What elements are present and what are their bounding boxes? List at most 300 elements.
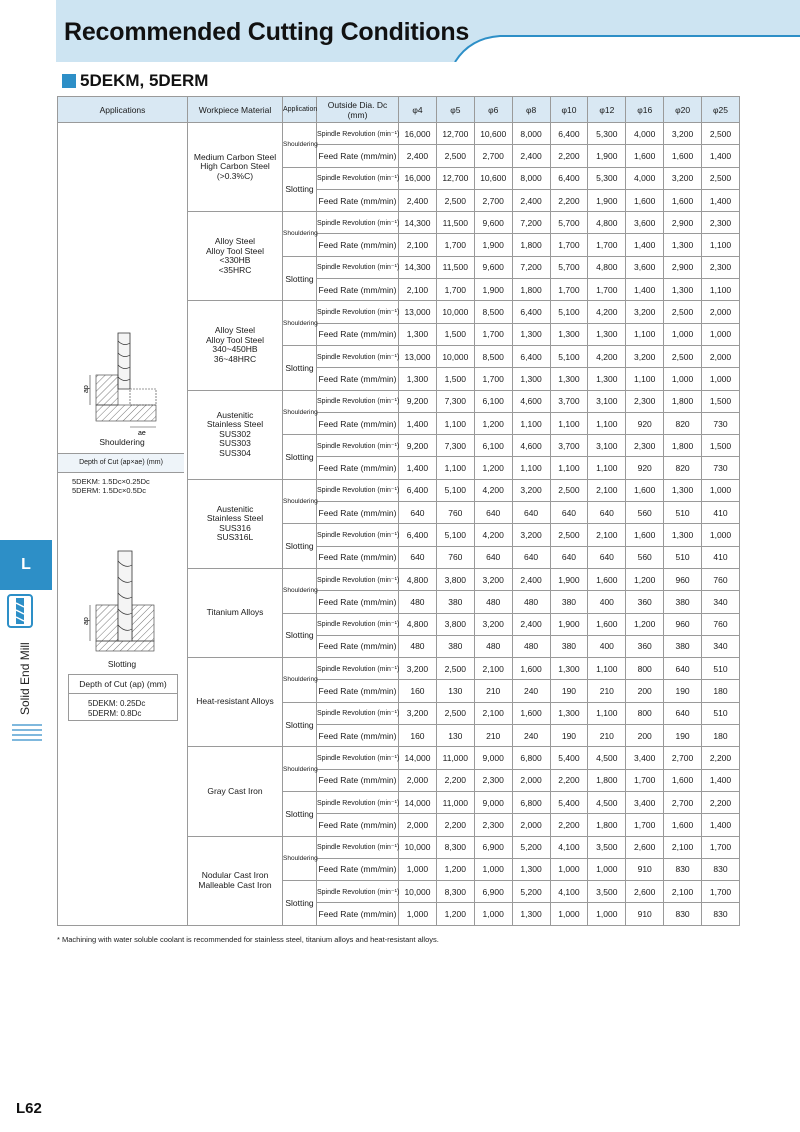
feed-value: 830	[664, 903, 702, 925]
feed-value: 1,500	[436, 368, 474, 390]
feed-value: 1,000	[474, 858, 512, 880]
revolution-value: 1,000	[702, 479, 740, 501]
feed-value: 1,000	[702, 368, 740, 390]
feed-value: 1,000	[399, 903, 437, 925]
cutting-conditions-table	[57, 96, 740, 926]
feed-value: 160	[399, 725, 437, 747]
revolution-value: 1,600	[588, 613, 626, 635]
slotting-label: Slotting	[283, 702, 317, 747]
feed-value: 820	[664, 412, 702, 434]
revolution-value: 8,000	[512, 167, 550, 189]
revolution-value: 11,500	[436, 256, 474, 278]
revolution-value: 1,200	[626, 568, 664, 590]
feed-value: 1,100	[588, 457, 626, 479]
revolution-value: 14,000	[399, 747, 437, 769]
material-cell	[188, 212, 283, 301]
header-workpiece: Workpiece Material	[188, 97, 283, 123]
feed-value: 190	[664, 725, 702, 747]
feed-value: 640	[512, 546, 550, 568]
shouldering-caption: Shouldering	[99, 437, 145, 447]
revolution-value: 3,200	[399, 658, 437, 680]
material-name-line: Austenitic	[216, 503, 254, 514]
revolution-value: 1,100	[588, 658, 626, 680]
revolution-value: 2,500	[436, 658, 474, 680]
material-name-line: Medium Carbon Steel	[193, 151, 277, 162]
feed-value: 640	[399, 502, 437, 524]
revolution-value: 2,200	[702, 747, 740, 769]
material-cell	[188, 301, 283, 390]
revolution-value: 7,200	[512, 256, 550, 278]
feed-value: 2,200	[550, 769, 588, 791]
slotting-label: Slotting	[283, 435, 317, 480]
feed-value: 1,300	[512, 903, 550, 925]
spindle-revolution-label: Spindle Revolution (min⁻¹)	[317, 836, 399, 858]
spindle-revolution-label: Spindle Revolution (min⁻¹)	[317, 123, 399, 145]
revolution-value: 4,200	[474, 479, 512, 501]
spindle-revolution-label: Spindle Revolution (min⁻¹)	[317, 390, 399, 412]
feed-value: 190	[664, 680, 702, 702]
revolution-value: 1,800	[664, 390, 702, 412]
slotting-caption: Slotting	[107, 659, 137, 669]
material-name-line: Titanium Alloys	[206, 607, 264, 618]
material-name-line: SUS316L	[216, 532, 254, 543]
feed-value: 1,300	[399, 368, 437, 390]
feed-value: 1,000	[588, 903, 626, 925]
feed-value: 1,300	[550, 368, 588, 390]
revolution-value: 9,000	[474, 791, 512, 813]
feed-value: 2,700	[474, 189, 512, 211]
shouldering-label: Shouldering	[283, 747, 317, 792]
feed-value: 2,700	[474, 145, 512, 167]
feed-value: 1,400	[702, 189, 740, 211]
revolution-value: 2,500	[550, 479, 588, 501]
revolution-value: 11,000	[436, 747, 474, 769]
slot-ap-label: ap	[83, 617, 90, 625]
feed-value: 480	[399, 635, 437, 657]
header-size: φ5	[436, 97, 474, 123]
revolution-value: 1,600	[626, 524, 664, 546]
footnote: * Machining with water soluble coolant is recommended for stainless steel, titanium alloys and heat-resistant alloys.	[57, 935, 439, 944]
feed-value: 510	[664, 502, 702, 524]
material-name-line: Heat-resistant Alloys	[196, 696, 274, 707]
feed-value: 380	[436, 591, 474, 613]
material-cell	[188, 123, 283, 212]
feed-value: 1,600	[664, 145, 702, 167]
feed-value: 360	[626, 635, 664, 657]
feed-value: 1,100	[550, 457, 588, 479]
material-name-line: SUS303	[219, 438, 251, 449]
revolution-value: 5,400	[550, 747, 588, 769]
revolution-value: 3,600	[626, 256, 664, 278]
feed-value: 380	[436, 635, 474, 657]
revolution-value: 640	[664, 658, 702, 680]
feed-value: 1,900	[474, 234, 512, 256]
revolution-value: 5,100	[436, 524, 474, 546]
revolution-value: 510	[702, 658, 740, 680]
feed-value: 1,100	[626, 368, 664, 390]
material-name-line: SUS302	[219, 428, 251, 439]
revolution-value: 9,200	[399, 390, 437, 412]
feed-value: 1,000	[664, 368, 702, 390]
feed-value: 210	[474, 680, 512, 702]
feed-value: 1,600	[626, 145, 664, 167]
spindle-revolution-label: Spindle Revolution (min⁻¹)	[317, 702, 399, 724]
revolution-value: 1,300	[664, 524, 702, 546]
revolution-value: 10,600	[474, 167, 512, 189]
feed-value: 1,700	[436, 234, 474, 256]
feed-value: 1,300	[512, 858, 550, 880]
spindle-revolution-label: Spindle Revolution (min⁻¹)	[317, 345, 399, 367]
feed-rate-label: Feed Rate (mm/min)	[317, 234, 399, 256]
revolution-value: 10,000	[436, 345, 474, 367]
revolution-value: 16,000	[399, 167, 437, 189]
feed-value: 1,700	[550, 279, 588, 301]
header-size: φ8	[512, 97, 550, 123]
revolution-value: 4,500	[588, 791, 626, 813]
feed-value: 2,200	[550, 814, 588, 836]
feed-value: 1,000	[702, 323, 740, 345]
feed-value: 2,200	[550, 145, 588, 167]
spindle-revolution-label: Spindle Revolution (min⁻¹)	[317, 658, 399, 680]
revolution-value: 1,700	[702, 836, 740, 858]
revolution-value: 3,800	[436, 613, 474, 635]
ae-label: ae	[138, 430, 146, 437]
material-cell	[188, 658, 283, 747]
revolution-value: 800	[626, 702, 664, 724]
feed-value: 1,000	[550, 858, 588, 880]
feed-rate-label: Feed Rate (mm/min)	[317, 591, 399, 613]
slotting-label: Slotting	[283, 167, 317, 212]
feed-value: 560	[626, 546, 664, 568]
revolution-value: 1,600	[588, 568, 626, 590]
header-applications: Applications	[58, 97, 188, 123]
feed-value: 410	[702, 502, 740, 524]
feed-value: 2,100	[399, 234, 437, 256]
revolution-value: 6,400	[550, 123, 588, 145]
revolution-value: 14,300	[399, 212, 437, 234]
revolution-value: 2,500	[664, 301, 702, 323]
revolution-value: 2,500	[702, 123, 740, 145]
revolution-value: 2,700	[664, 791, 702, 813]
feed-rate-label: Feed Rate (mm/min)	[317, 323, 399, 345]
revolution-value: 2,200	[702, 791, 740, 813]
feed-rate-label: Feed Rate (mm/min)	[317, 814, 399, 836]
feed-value: 2,200	[550, 189, 588, 211]
revolution-value: 14,300	[399, 256, 437, 278]
feed-value: 1,400	[399, 412, 437, 434]
revolution-value: 2,400	[512, 613, 550, 635]
material-name-line: Malleable Cast Iron	[198, 879, 272, 890]
feed-rate-label: Feed Rate (mm/min)	[317, 502, 399, 524]
revolution-value: 2,900	[664, 256, 702, 278]
revolution-value: 760	[702, 568, 740, 590]
revolution-value: 6,900	[474, 836, 512, 858]
feed-value: 1,100	[702, 279, 740, 301]
revolution-value: 4,100	[550, 836, 588, 858]
revolution-value: 4,800	[399, 613, 437, 635]
revolution-value: 5,700	[550, 256, 588, 278]
revolution-value: 2,500	[436, 702, 474, 724]
feed-value: 2,000	[512, 814, 550, 836]
revolution-value: 3,800	[436, 568, 474, 590]
revolution-value: 3,200	[664, 123, 702, 145]
feed-rate-label: Feed Rate (mm/min)	[317, 279, 399, 301]
revolution-value: 510	[702, 702, 740, 724]
revolution-value: 4,800	[588, 212, 626, 234]
feed-value: 1,700	[474, 323, 512, 345]
revolution-value: 3,100	[588, 435, 626, 457]
slotting-label: Slotting	[283, 791, 317, 836]
revolution-value: 8,500	[474, 345, 512, 367]
material-name-line: Austenitic	[216, 409, 254, 420]
shouldering-label: Shouldering	[283, 479, 317, 524]
revolution-value: 2,100	[664, 836, 702, 858]
revolution-value: 5,100	[550, 301, 588, 323]
revolution-value: 1,200	[626, 613, 664, 635]
feed-rate-label: Feed Rate (mm/min)	[317, 858, 399, 880]
feed-value: 730	[702, 412, 740, 434]
feed-value: 2,200	[436, 769, 474, 791]
revolution-value: 6,800	[512, 747, 550, 769]
revolution-value: 960	[664, 613, 702, 635]
material-cell	[188, 747, 283, 836]
feed-value: 640	[588, 502, 626, 524]
feed-value: 380	[664, 591, 702, 613]
feed-value: 1,100	[550, 412, 588, 434]
revolution-value: 1,500	[702, 435, 740, 457]
revolution-value: 5,100	[436, 479, 474, 501]
feed-value: 1,700	[588, 279, 626, 301]
revolution-value: 2,300	[702, 256, 740, 278]
feed-value: 1,100	[512, 457, 550, 479]
feed-value: 340	[702, 591, 740, 613]
material-name-line: Gray Cast Iron	[207, 785, 263, 796]
feed-rate-label: Feed Rate (mm/min)	[317, 635, 399, 657]
feed-value: 1,800	[512, 234, 550, 256]
revolution-value: 14,000	[399, 791, 437, 813]
feed-value: 2,400	[399, 189, 437, 211]
revolution-value: 4,000	[626, 167, 664, 189]
feed-value: 1,700	[550, 234, 588, 256]
feed-value: 190	[550, 725, 588, 747]
feed-value: 1,100	[626, 323, 664, 345]
material-name-line: Nodular Cast Iron	[201, 870, 269, 881]
revolution-value: 4,600	[512, 390, 550, 412]
revolution-value: 6,900	[474, 881, 512, 903]
revolution-value: 10,000	[436, 301, 474, 323]
revolution-value: 760	[702, 613, 740, 635]
feed-value: 380	[550, 635, 588, 657]
revolution-value: 16,000	[399, 123, 437, 145]
revolution-value: 8,000	[512, 123, 550, 145]
feed-value: 1,800	[512, 279, 550, 301]
feed-value: 400	[588, 635, 626, 657]
revolution-value: 3,200	[399, 702, 437, 724]
revolution-value: 9,200	[399, 435, 437, 457]
spindle-revolution-label: Spindle Revolution (min⁻¹)	[317, 435, 399, 457]
feed-value: 240	[512, 680, 550, 702]
feed-value: 1,700	[588, 234, 626, 256]
shouldering-label: Shouldering	[283, 301, 317, 346]
feed-value: 1,000	[664, 323, 702, 345]
feed-value: 2,300	[474, 769, 512, 791]
feed-value: 2,200	[436, 814, 474, 836]
spindle-revolution-label: Spindle Revolution (min⁻¹)	[317, 256, 399, 278]
material-name-line: High Carbon Steel	[200, 161, 270, 172]
revolution-value: 1,300	[550, 658, 588, 680]
feed-value: 1,200	[474, 412, 512, 434]
feed-value: 160	[399, 680, 437, 702]
feed-value: 2,100	[399, 279, 437, 301]
end-mill-icon	[6, 593, 34, 629]
shoulder-doc-1: 5DEKM: 1.5Dc×0.25Dc	[72, 477, 150, 486]
revolution-value: 3,600	[626, 212, 664, 234]
feed-rate-label: Feed Rate (mm/min)	[317, 903, 399, 925]
feed-value: 1,300	[512, 368, 550, 390]
feed-value: 1,300	[588, 368, 626, 390]
material-cell	[188, 479, 283, 568]
section-title: 5DEKM, 5DERM	[80, 71, 209, 90]
feed-value: 480	[474, 635, 512, 657]
revolution-value: 13,000	[399, 301, 437, 323]
revolution-value: 11,000	[436, 791, 474, 813]
material-name-line: SUS304	[219, 447, 251, 458]
slot-doc-1: 5DEKM: 0.25Dc	[88, 699, 146, 708]
revolution-value: 6,100	[474, 390, 512, 412]
revolution-value: 4,800	[399, 568, 437, 590]
revolution-value: 3,400	[626, 747, 664, 769]
spindle-revolution-label: Spindle Revolution (min⁻¹)	[317, 212, 399, 234]
feed-value: 2,500	[436, 145, 474, 167]
feed-value: 640	[474, 546, 512, 568]
revolution-value: 1,800	[664, 435, 702, 457]
revolution-value: 5,300	[588, 123, 626, 145]
revolution-value: 9,600	[474, 256, 512, 278]
revolution-value: 12,700	[436, 167, 474, 189]
feed-rate-label: Feed Rate (mm/min)	[317, 145, 399, 167]
spindle-revolution-label: Spindle Revolution (min⁻¹)	[317, 167, 399, 189]
revolution-value: 1,300	[550, 702, 588, 724]
header-dia: Outside Dia. Dc (mm)	[317, 97, 399, 123]
feed-value: 180	[702, 725, 740, 747]
material-cell	[188, 836, 283, 925]
feed-value: 1,200	[436, 903, 474, 925]
spindle-revolution-label: Spindle Revolution (min⁻¹)	[317, 301, 399, 323]
slot-doc-title: Depth of Cut (ap) (mm)	[68, 674, 178, 693]
feed-value: 1,400	[702, 769, 740, 791]
header-row	[58, 97, 740, 123]
revolution-value: 2,000	[702, 345, 740, 367]
feed-rate-label: Feed Rate (mm/min)	[317, 412, 399, 434]
feed-value: 830	[702, 903, 740, 925]
revolution-value: 3,200	[512, 479, 550, 501]
revolution-value: 5,200	[512, 881, 550, 903]
revolution-value: 8,300	[436, 836, 474, 858]
revolution-value: 5,100	[550, 345, 588, 367]
header-size: φ6	[474, 97, 512, 123]
applications-panel	[58, 123, 188, 926]
feed-value: 1,600	[664, 189, 702, 211]
material-name-line: 36~48HRC	[213, 353, 257, 364]
material-name-line: (>0.3%C)	[216, 170, 254, 181]
revolution-value: 5,300	[588, 167, 626, 189]
header-size: φ4	[399, 97, 437, 123]
feed-value: 1,600	[664, 769, 702, 791]
revolution-value: 2,700	[664, 747, 702, 769]
feed-value: 130	[436, 725, 474, 747]
feed-value: 910	[626, 858, 664, 880]
revolution-value: 2,300	[702, 212, 740, 234]
spindle-revolution-label: Spindle Revolution (min⁻¹)	[317, 524, 399, 546]
feed-value: 910	[626, 903, 664, 925]
feed-value: 920	[626, 412, 664, 434]
feed-value: 640	[550, 502, 588, 524]
slotting-label: Slotting	[283, 524, 317, 569]
revolution-value: 6,100	[474, 435, 512, 457]
feed-value: 130	[436, 680, 474, 702]
feed-value: 640	[588, 546, 626, 568]
spindle-revolution-label: Spindle Revolution (min⁻¹)	[317, 791, 399, 813]
ap-label: ap	[83, 385, 90, 393]
revolution-value: 2,400	[512, 568, 550, 590]
spindle-revolution-label: Spindle Revolution (min⁻¹)	[317, 479, 399, 501]
feed-value: 2,000	[399, 814, 437, 836]
revolution-value: 1,500	[702, 390, 740, 412]
feed-value: 830	[664, 858, 702, 880]
spindle-revolution-label: Spindle Revolution (min⁻¹)	[317, 613, 399, 635]
feed-rate-label: Feed Rate (mm/min)	[317, 189, 399, 211]
feed-value: 480	[512, 635, 550, 657]
feed-value: 1,700	[626, 769, 664, 791]
feed-value: 640	[512, 502, 550, 524]
revolution-value: 4,800	[588, 256, 626, 278]
feed-value: 1,400	[399, 457, 437, 479]
revolution-value: 3,200	[474, 568, 512, 590]
feed-value: 190	[550, 680, 588, 702]
revolution-value: 1,600	[626, 479, 664, 501]
revolution-value: 13,000	[399, 345, 437, 367]
header-application: Application	[283, 97, 317, 123]
revolution-value: 2,300	[626, 435, 664, 457]
revolution-value: 8,500	[474, 301, 512, 323]
feed-value: 1,800	[588, 769, 626, 791]
feed-value: 210	[474, 725, 512, 747]
slot-doc-2: 5DERM: 0.8Dc	[88, 709, 142, 718]
feed-value: 560	[626, 502, 664, 524]
material-name-line: SUS316	[219, 522, 251, 533]
feed-value: 2,500	[436, 189, 474, 211]
feed-value: 2,300	[474, 814, 512, 836]
revolution-value: 9,600	[474, 212, 512, 234]
feed-value: 510	[664, 546, 702, 568]
feed-value: 640	[474, 502, 512, 524]
revolution-value: 7,300	[436, 390, 474, 412]
slotting-label: Slotting	[283, 881, 317, 926]
revolution-value: 2,100	[588, 524, 626, 546]
feed-value: 1,200	[436, 858, 474, 880]
revolution-value: 8,300	[436, 881, 474, 903]
material-name-line: Stainless Steel	[206, 513, 264, 524]
feed-value: 1,100	[512, 412, 550, 434]
feed-value: 1,300	[664, 279, 702, 301]
feed-value: 730	[702, 457, 740, 479]
feed-value: 360	[626, 591, 664, 613]
feed-value: 410	[702, 546, 740, 568]
page-title: Recommended Cutting Conditions	[64, 18, 470, 46]
material-name-line: 340~450HB	[212, 344, 258, 355]
revolution-value: 2,100	[664, 881, 702, 903]
feed-value: 1,800	[588, 814, 626, 836]
